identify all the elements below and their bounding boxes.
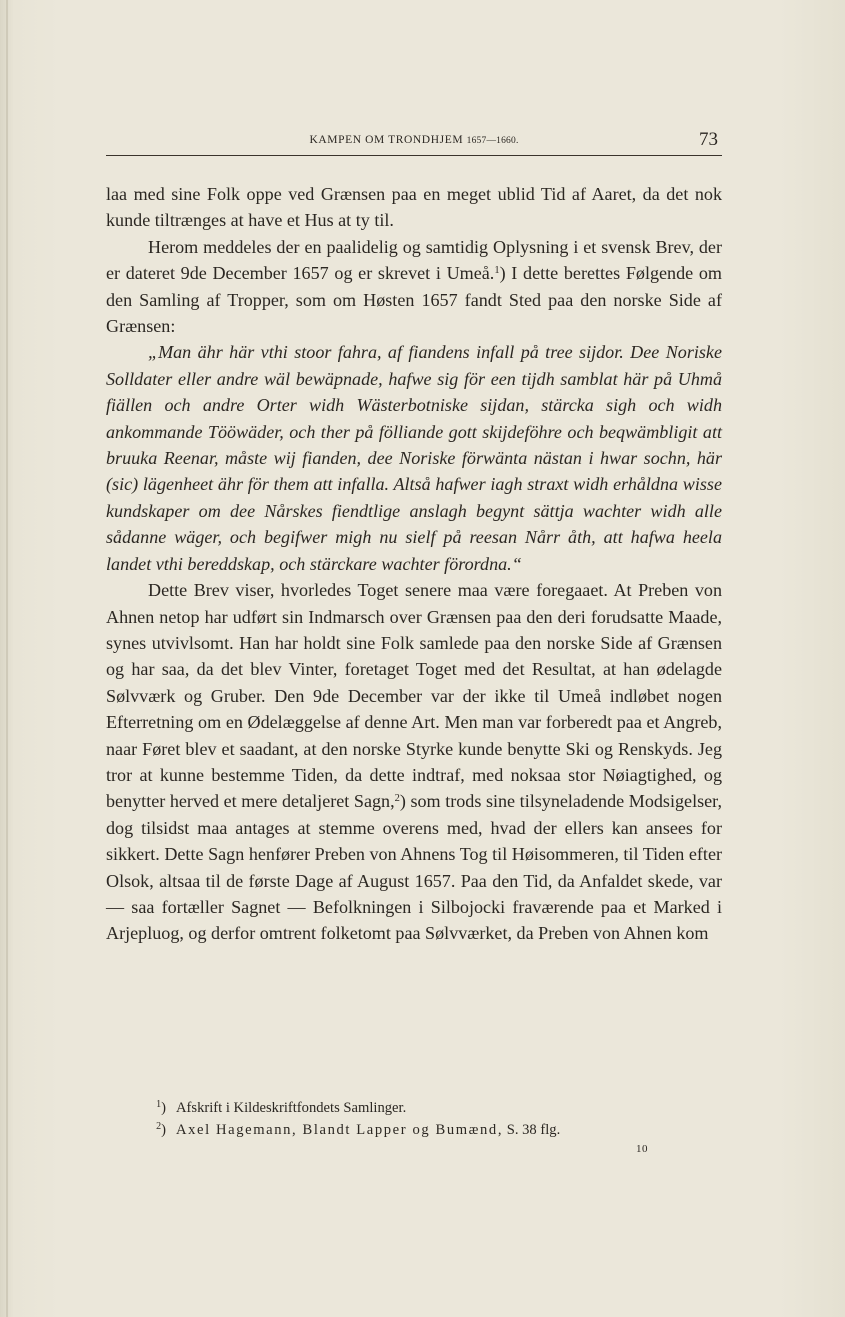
footnote-1 — [150, 1097, 690, 1119]
paragraph-2 — [106, 234, 722, 340]
body-text — [106, 181, 722, 947]
footnote-body: S. 38 flg. — [503, 1122, 561, 1138]
footnote-text — [176, 1097, 406, 1119]
footnote-mark-paren: ) — [161, 1122, 166, 1138]
running-title — [106, 134, 722, 146]
paragraph-2-after: ) I dette berettes Følgende om den Samling af Tropper, som om Høsten 1657 fandt Sted paa den norske Side af Grænsen: — [106, 263, 722, 337]
footnote-mark-number: 2 — [156, 1121, 162, 1132]
printer-signature-mark: 10 — [636, 1143, 648, 1155]
paragraph-3 — [106, 577, 722, 947]
footnote-text — [176, 1119, 560, 1141]
footnote-2 — [150, 1119, 690, 1141]
footnote-mark-paren: ) — [161, 1100, 166, 1116]
footnote-ref-1: 1 — [494, 265, 500, 277]
quoted-letter: „Man ähr här vthi stoor fahra, af fiandens infall på tree sijdor. Dee Noriske Solldater eller andre wäl bewäpnade, hafwe sig för een tijdh samblat här på Uhmå fiällen och andre Orter widh Wästerbotniske sijdan, stärcka sigh och widh ankommande Tööwäder, och ther på fölliande gott skijdeföhre och beqwämbligit att bruuka Reenar, måste wij fianden, dee Noriske förwänta nästan i hwar sochn, här (sic) lägenheet ähr för them att infalla. Altså hafwer iagh straxt widh erhåldna wisse kundskaper om dee Nårskes fiendtlige anslagh begynt sättja wachter widh alle sådanne wäger, och begifwer migh nu sielf på reesan Nårr åth, att hafwa heela landet vthi bereddskap, och stärckare wachter förordna.“ — [106, 342, 722, 574]
page-header — [106, 126, 722, 154]
footnote-ref-2: 2 — [394, 793, 400, 805]
running-title-text: KAMPEN OM TRONDHJEM — [309, 134, 464, 146]
footnote-body: Afskrift i Kildeskriftfondets Samlinger. — [176, 1100, 407, 1116]
paragraph-1: laa med sine Folk oppe ved Grænsen paa en meget ublid Tid af Aaret, da det nok kunde tiltrænges at have et Hus at ty til. — [106, 184, 722, 231]
paragraph-3-after: ) som trods sine tilsyneladende Modsigelser, dog tilsidst maa antages at stemme overens med, hvad der ellers kan ansees for sikkert. Dette Sagn henfører Preben von Ahnens Tog til Høisommeren, til Tiden efter Olsok, altsaa til de første Dage af August 1657. Paa den Tid, da Anfaldet skede, var — saa fortæller Sagnet — Befolkningen i Silbojocki fraværende paa et Marked i Arjepluog, og derfor omtrent folketomt paa Sølvværket, da Preben von Ahnen kom — [106, 791, 722, 944]
footnote-mark — [150, 1097, 166, 1119]
footnote-mark — [150, 1119, 166, 1141]
paragraph-2-text: Herom meddeles der en paalidelig og samtidig Oplysning i et svensk Brev, der er dateret 9de December 1657 og er skrevet i Umeå. — [106, 236, 722, 284]
running-title-years: 1657—1660. — [466, 136, 519, 146]
paragraph-3-text: Dette Brev viser, hvorledes Toget senere maa være foregaaet. At Preben von Ahnen netop har udført sin Indmarsch over Grænsen paa den deri forudsatte Maade, synes utvivlsomt. Han har holdt sine Folk samlede paa den norske Side af Grænsen og har saa, da det blev Vinter, foretaget Toget med det Resultat, at han ødelagde Sølvværk og Gruber. Den 9de December var der ikke til Umeå indløbet nogen Efterretning om en Ødelæggelse af denne Art. Men man var forberedt paa et Angreb, naar Føret blev et saadant, at den norske Styrke kunde benytte Ski og Renskyds. Jeg tror at kunne bestemme Tiden, da dette indtraf, med noksaa stor Nøiagtighed, og benytter herved et mere detaljeret Sagn, — [106, 580, 722, 812]
footnotes — [150, 1097, 690, 1141]
footnote-author: Axel Hagemann, Blandt Lapper og Bumænd, — [176, 1122, 504, 1138]
footnote-mark-number: 1 — [156, 1099, 162, 1110]
page-fold — [6, 0, 8, 1317]
header-rule — [106, 155, 722, 156]
page-number: 73 — [699, 129, 718, 150]
